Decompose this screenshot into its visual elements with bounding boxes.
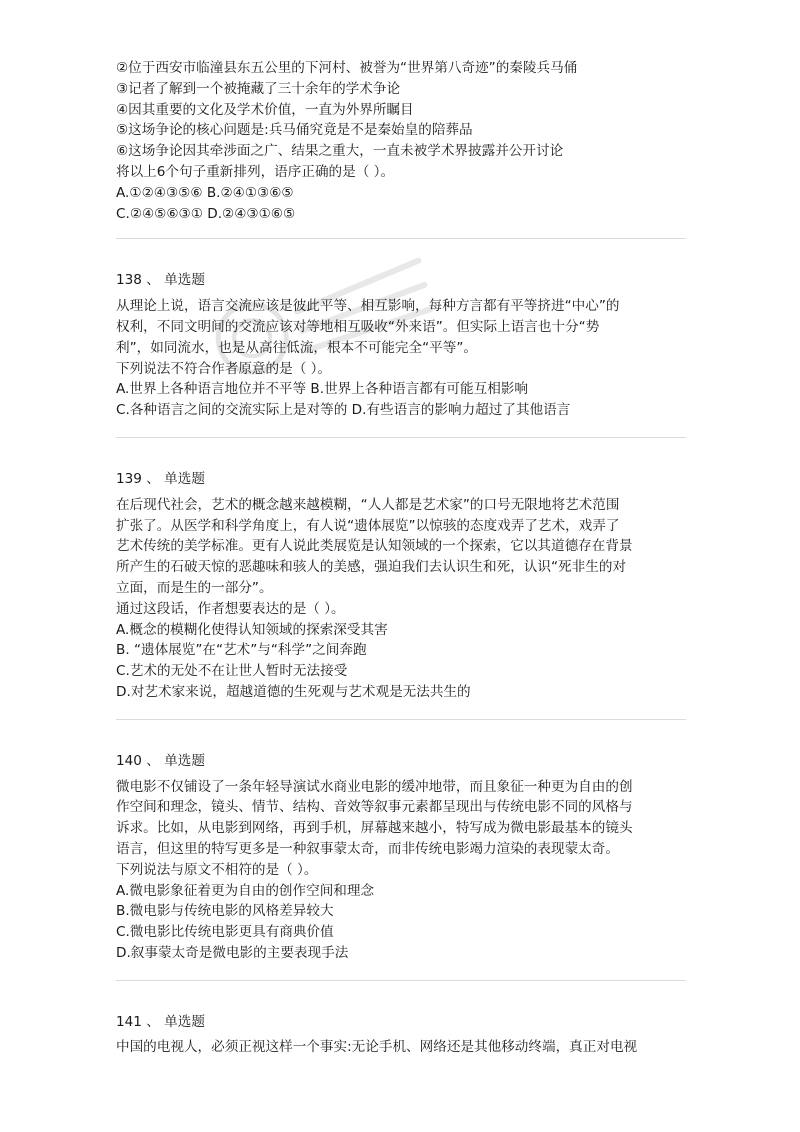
question-header: 138 、 单选题 (116, 272, 205, 289)
options-line: A.①②④③⑤⑥ B.②④①③⑥⑤ (116, 184, 294, 201)
question-140 (116, 751, 686, 964)
option-c: C.艺术的无处不在让世人暂时无法接受 (116, 663, 348, 680)
options-line: C.各种语言之间的交流实际上是对等的 D.有些语言的影响力超过了其他语言 (116, 402, 571, 419)
option-b: B.微电影与传统电影的风格差异较大 (116, 903, 334, 920)
text-line: 扩张了。从医学和科学角度上，有人说“遗体展览”以惊骇的态度戏弄了艺术，戏弄了 (116, 517, 620, 534)
question-137-continuation (116, 58, 686, 224)
text-line: ⑥这场争论因其牵涉面之广、结果之重大，一直未被学术界披露并公开讨论 (116, 143, 564, 160)
question-prompt: 下列说法与原文不相符的是（ ）。 (116, 861, 318, 878)
text-line: 立面，而是生的一部分”。 (116, 579, 273, 596)
option-d: D.叙事蒙太奇是微电影的主要表现手法 (116, 944, 349, 961)
text-line: ⑤这场争论的核心问题是:兵马俑究竟是不是秦始皇的陪葬品 (116, 122, 473, 139)
question-prompt: 通过这段话，作者想要表达的是（ ）。 (116, 600, 345, 617)
text-line: 微电影不仅铺设了一条年轻导演试水商业电影的缓冲地带，而且象征一种更为自由的创 (116, 778, 633, 795)
text-line: ②位于西安市临潼县东五公里的下河村、被誉为“世界第八奇迹”的秦陵兵马俑 (116, 60, 578, 76)
text-line: 所产生的石破天惊的恶趣味和骇人的美感，强迫我们去认识生和死，认识“死非生的对 (116, 559, 627, 576)
text-line: 诉求。比如，从电影到网络，再到手机，屏幕越来越小，特写成为微电影最基本的镜头 (116, 820, 633, 837)
options-line: C.②④⑤⑥③① D.②④③①⑥⑤ (116, 205, 296, 222)
option-a: A.微电影象征着更为自由的创作空间和理念 (116, 882, 375, 899)
divider (116, 719, 686, 720)
options-line: A.世界上各种语言地位并不平等 B.世界上各种语言都有可能互相影响 (116, 381, 528, 398)
question-prompt: 下列说法不符合作者原意的是（ ）。 (116, 360, 332, 377)
option-a: A.概念的模糊化使得认知领域的探索深受其害 (116, 621, 388, 638)
divider (116, 238, 686, 239)
text-line: 作空间和理念，镜头、情节、结构、音效等叙事元素都呈现出与传统电影不同的风格与 (116, 799, 633, 816)
option-b: B. “遗体展览”在“艺术”与“科学”之间奔跑 (116, 642, 367, 659)
text-line: 权利，不同文明间的交流应该对等地相互吸收“外来语”。但实际上语言也十分“势 (116, 318, 600, 335)
text-line: 从理论上说，语言交流应该是彼此平等、相互影响，每种方言都有平等挤进“中心”的 (116, 298, 620, 315)
divider (116, 980, 686, 981)
question-139 (116, 469, 686, 703)
text-line: 艺术传统的美学标准。更有人说此类展览是认知领域的一个探索，它以其道德存在背景 (116, 538, 633, 555)
question-138 (116, 270, 686, 421)
document-page (116, 58, 686, 1058)
question-header: 141 、 单选题 (116, 1013, 205, 1030)
divider (116, 437, 686, 438)
option-c: C.微电影比传统电影更具有商典价值 (116, 924, 334, 941)
question-141 (116, 1012, 686, 1059)
option-d: D.对艺术家来说，超越道德的生死观与艺术观是无法共生的 (116, 683, 471, 700)
text-line: 语言，但这里的特写更多是一种叙事蒙太奇，而非传统电影竭力渲染的表现蒙太奇。 (116, 840, 619, 857)
question-prompt: 将以上6个句子重新排列，语序正确的是（ ）。 (116, 163, 395, 180)
text-line: ③记者了解到一个被掩藏了三十余年的学术争论 (116, 80, 401, 97)
text-line: ④因其重要的文化及学术价值，一直为外界所瞩目 (116, 101, 414, 118)
text-line: 在后现代社会，艺术的概念越来越模糊，“人人都是艺术家”的口号无限地将艺术范围 (116, 496, 620, 513)
question-header: 140 、 单选题 (116, 752, 205, 769)
text-line: 利”，如同流水，也是从高往低流，根本不可能完全“平等”。 (116, 339, 477, 356)
text-line: 中国的电视人，必须正视这样一个事实:无论手机、网络还是其他移动终端，真正对电视 (116, 1039, 638, 1056)
question-header: 139 、 单选题 (116, 470, 205, 487)
